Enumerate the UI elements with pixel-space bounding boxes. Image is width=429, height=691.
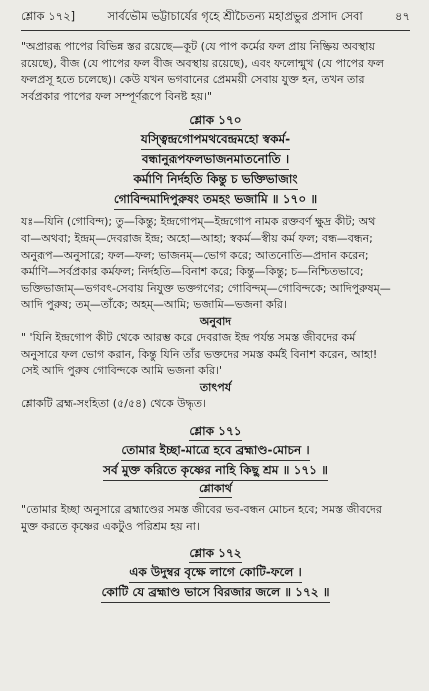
translation-line: সেই আদি পুরুষ গোবিন্দকে আমি ভজনা করি।'	[21, 364, 222, 378]
header-chapter-title: সার্বভৌম ভট্টাচার্যের গৃহে শ্রীচৈতন্য মহাপ্রভুর প্রসাদ সেবা	[107, 9, 363, 23]
meaning-line: মুক্ত করতে কৃষ্ণের একটুও পরিশ্রম হয় না।	[21, 519, 200, 533]
verse-170-line: কর্মাণি নির্দহতি কিন্তু চ ভক্তিভাজাং	[134, 170, 298, 190]
verse-171-line: সর্ব মুক্ত করিতে কৃষ্ণের নাহি কিছু শ্রম ॥ ১৭১ ॥	[103, 461, 328, 481]
intro-quote	[21, 39, 410, 105]
running-header	[21, 0, 410, 31]
verse-172-line: এক উদুম্বর বৃক্ষে লাগে কোটি-ফলে ।	[129, 563, 302, 583]
verse-172-section	[21, 544, 410, 603]
verse-170-translation	[21, 330, 410, 380]
purport-text: শ্লোকটি ব্রহ্ম-সংহিতা (৫/৫৪) থেকে উদ্ধৃত।	[21, 396, 206, 410]
page-number: ৪৭	[395, 9, 410, 23]
intro-line: ফলপ্রসূ হতে চলেছে)। কেউ যখন ভগবানের প্রেমময়ী সেবায় যুক্ত হন, তখন তার	[21, 73, 365, 87]
verse-171-line: তোমার ইচ্ছা-মাত্রে হবে ব্রহ্মাণ্ড-মোচন ।	[121, 441, 309, 461]
verse-170-line: যস্ত্বিন্দ্রগোপমথবেন্দ্রমহো স্বকর্ম-	[141, 130, 290, 150]
translation-line: " 'যিনি ইন্দ্রগোপ কীট থেকে আরম্ভ করে দেবরাজ ইন্দ্র পর্যন্ত সমস্ত জীবদের কর্ম	[21, 330, 356, 344]
verse-170-section	[21, 111, 410, 412]
verse-172-label: শ্লোক ১৭২	[189, 544, 241, 563]
intro-line: সর্বপ্রকার পাপের ফল সম্পূর্ণরূপে বিনষ্ট হয়।"	[21, 89, 213, 103]
translation-line: অনুসারে ফল ভোগ করান, কিন্তু যিনি তাঁর ভক্তদের সমস্ত কর্মই বিনাশ করেন, আহা!	[21, 347, 378, 361]
verse-171-section	[21, 422, 410, 535]
synonym-line: অনুরূপ—অনুসারে; ফল—ফল; ভাজনম্—ভোগ করে; আতনোতি—প্রদান করেন;	[21, 248, 369, 262]
synonym-line: আদি পুরুষ; তম্—তাঁকে; অহম্—আমি; ভজামি—ভজনা করি।	[21, 298, 287, 312]
verse-170-line: বন্ধানুরূপফলভাজনমাতনোতি ।	[142, 150, 289, 170]
verse-170-label: শ্লোক ১৭০	[189, 111, 241, 130]
meaning-line: "তোমার ইচ্ছা অনুসারে ব্রহ্মাণ্ডের সমস্ত জীবের ভব-বন্ধন মোচন হবে; সমস্ত জীবদের	[21, 503, 382, 517]
purport-heading: তাৎপর্য	[199, 380, 232, 394]
synonym-line: যঃ—যিনি (গোবিন্দ); তু—কিন্তু; ইন্দ্রগোপম্—ইন্দ্রগোপ নামক রক্তবর্ণ ক্ষুদ্র কীট; অথ	[21, 215, 376, 229]
synonym-line: বা—অথবা; ইন্দ্রম্—দেবরাজ ইন্দ্র; অহো—আহা; স্বকর্ম—স্বীয় কর্ম ফল; বন্ধ—বন্ধন;	[21, 231, 373, 245]
meaning-heading: শ্লোকার্থ	[21, 481, 410, 498]
verse-171-meaning	[21, 502, 410, 535]
synonym-line: কর্মাণি—সর্বপ্রকার কর্মফল; নির্দহতি—বিনাশ করে; কিন্তু—কিন্তু; চ—নিশ্চিতভাবে;	[21, 265, 364, 279]
intro-line: রয়েছে), বীজ (যে পাপের ফল বীজ অবস্থায় রয়েছে), এবং ফলোন্মুখ (যে পাপের ফল	[21, 56, 384, 70]
verse-171-label: শ্লোক ১৭১	[189, 422, 241, 441]
header-verse-ref: শ্লোক ১৭২]	[21, 9, 76, 23]
verse-172-line: কোটি যে ব্রহ্মাণ্ড ভাসে বিরজার জলে ॥ ১৭২ ॥	[101, 583, 329, 603]
verse-170-line: গোবিন্দমাদিপুরুষং তমহং ভজামি ॥ ১৭০ ॥	[114, 190, 317, 210]
verse-170-synonyms	[21, 214, 410, 314]
synonym-line: ভক্তিভাজাম্—ভগবৎ-সেবায় নিযুক্ত ভক্তগণের; গোবিন্দম্—গোবিন্দকে; আদিপুরুষম্—	[21, 281, 391, 295]
translation-heading: অনুবাদ	[199, 314, 232, 328]
intro-line: "অপ্রারব্ধ পাপের বিভিন্ন স্তর রয়েছে—কূট (যে পাপ কর্মের ফল প্রায় নিষ্ক্রিয় অবস্থায়	[21, 40, 375, 53]
